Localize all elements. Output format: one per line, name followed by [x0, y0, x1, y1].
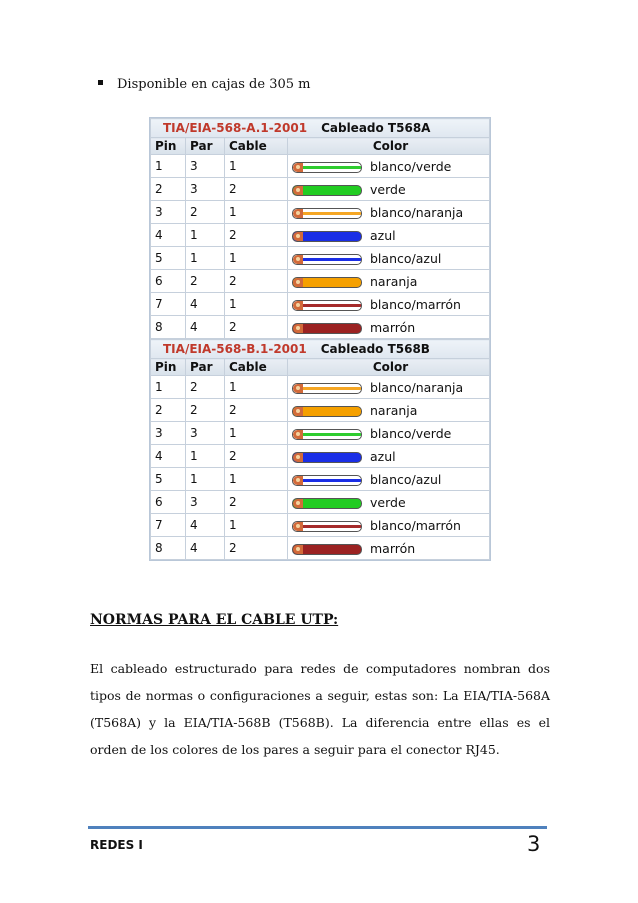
cell-par: 3: [186, 491, 225, 514]
cell-par: 4: [186, 316, 225, 339]
wire-icon: [292, 162, 362, 173]
cell-color: [288, 293, 490, 316]
table-row: [151, 155, 490, 178]
cell-par: 4: [186, 514, 225, 537]
wire-icon: [292, 429, 362, 440]
cell-par: 1: [186, 224, 225, 247]
cell-color: [288, 537, 490, 560]
cell-cable: 1: [225, 468, 288, 491]
table-row: [151, 293, 490, 316]
cell-cable: 2: [225, 224, 288, 247]
cell-color: [288, 445, 490, 468]
cell-cable: 2: [225, 270, 288, 293]
cell-color: [288, 514, 490, 537]
column-header-color: Color: [288, 359, 490, 376]
cell-color: [288, 270, 490, 293]
cell-pin: 8: [151, 316, 186, 339]
column-header-par: Par: [186, 359, 225, 376]
color-name: marrón: [370, 541, 416, 556]
table-row: [151, 399, 490, 422]
page-number: 3: [527, 832, 541, 856]
table-row: [151, 422, 490, 445]
table-row: [151, 224, 490, 247]
cell-pin: 1: [151, 155, 186, 178]
cell-par: 2: [186, 270, 225, 293]
cell-color: [288, 224, 490, 247]
color-name: blanco/azul: [370, 472, 442, 487]
column-header-color: Color: [288, 138, 490, 155]
wire-icon: [292, 452, 362, 463]
cell-pin: 6: [151, 491, 186, 514]
cell-pin: 4: [151, 224, 186, 247]
cell-color: [288, 316, 490, 339]
cell-cable: 1: [225, 376, 288, 399]
cell-pin: 2: [151, 399, 186, 422]
cell-color: [288, 422, 490, 445]
cell-color: [288, 468, 490, 491]
table-row: [151, 445, 490, 468]
wire-icon: [292, 406, 362, 417]
column-header-par: Par: [186, 138, 225, 155]
wire-icon: [292, 185, 362, 196]
cell-cable: 1: [225, 201, 288, 224]
color-name: blanco/naranja: [370, 205, 464, 220]
cell-pin: 8: [151, 537, 186, 560]
cell-par: 2: [186, 201, 225, 224]
cell-par: 4: [186, 293, 225, 316]
footer-title: REDES I: [90, 838, 143, 852]
table-row: [151, 316, 490, 339]
wire-icon: [292, 231, 362, 242]
cell-cable: 2: [225, 399, 288, 422]
column-header-cable: Cable: [225, 138, 288, 155]
cell-pin: 5: [151, 247, 186, 270]
table-row: [151, 376, 490, 399]
cell-pin: 1: [151, 376, 186, 399]
cell-cable: 1: [225, 155, 288, 178]
cell-color: [288, 201, 490, 224]
wire-icon: [292, 208, 362, 219]
color-name: blanco/verde: [370, 159, 452, 174]
bullet-square-icon: [98, 80, 103, 85]
cell-pin: 7: [151, 293, 186, 316]
cell-color: [288, 376, 490, 399]
table-row: [151, 537, 490, 560]
cell-par: 3: [186, 155, 225, 178]
cell-par: 4: [186, 537, 225, 560]
footer-divider: [88, 826, 547, 829]
standard-name: TIA/EIA-568-B.1-2001: [163, 342, 307, 356]
color-name: blanco/marrón: [370, 518, 461, 533]
color-name: naranja: [370, 274, 418, 289]
cell-pin: 4: [151, 445, 186, 468]
cell-par: 1: [186, 247, 225, 270]
cell-par: 3: [186, 178, 225, 201]
wire-icon: [292, 475, 362, 486]
table-row: [151, 247, 490, 270]
bullet-item: [98, 77, 310, 92]
color-name: azul: [370, 228, 396, 243]
cell-color: [288, 491, 490, 514]
color-name: blanco/azul: [370, 251, 442, 266]
cell-color: [288, 247, 490, 270]
table-row: [151, 514, 490, 537]
column-header-pin: Pin: [151, 359, 186, 376]
wire-icon: [292, 254, 362, 265]
cell-par: 1: [186, 445, 225, 468]
standard-label: Cableado T568B: [320, 342, 430, 356]
cell-par: 2: [186, 376, 225, 399]
cell-cable: 1: [225, 293, 288, 316]
column-header-pin: Pin: [151, 138, 186, 155]
cell-cable: 2: [225, 178, 288, 201]
column-header-row: [151, 138, 490, 155]
table-row: [151, 178, 490, 201]
table-row: [151, 468, 490, 491]
standard-label: Cableado T568A: [321, 121, 431, 135]
cell-pin: 2: [151, 178, 186, 201]
color-name: naranja: [370, 403, 418, 418]
cell-par: 3: [186, 422, 225, 445]
color-name: azul: [370, 449, 396, 464]
cell-color: [288, 399, 490, 422]
cell-par: 2: [186, 399, 225, 422]
cell-par: 1: [186, 468, 225, 491]
utp-wiring-table: [149, 117, 491, 561]
cell-cable: 2: [225, 537, 288, 560]
standard-table: [150, 118, 490, 339]
color-name: marrón: [370, 320, 416, 335]
cell-cable: 1: [225, 514, 288, 537]
cell-cable: 2: [225, 445, 288, 468]
wire-icon: [292, 277, 362, 288]
cell-pin: 3: [151, 201, 186, 224]
cell-cable: 2: [225, 491, 288, 514]
column-header-cable: Cable: [225, 359, 288, 376]
standard-name: TIA/EIA-568-A.1-2001: [163, 121, 308, 135]
wire-icon: [292, 323, 362, 334]
section-heading: NORMAS PARA EL CABLE UTP:: [90, 612, 339, 628]
cell-cable: 1: [225, 247, 288, 270]
table-row: [151, 201, 490, 224]
wire-icon: [292, 300, 362, 311]
cell-pin: 7: [151, 514, 186, 537]
standard-title-row: [151, 119, 490, 138]
column-header-row: [151, 359, 490, 376]
color-name: blanco/naranja: [370, 380, 464, 395]
wire-icon: [292, 521, 362, 532]
table-row: [151, 491, 490, 514]
table-row: [151, 270, 490, 293]
cell-pin: 3: [151, 422, 186, 445]
color-name: blanco/verde: [370, 426, 452, 441]
section-paragraph: El cableado estructurado para redes de computadores nombran dos tipos de normas o configuraciones a seguir, estas son: La EIA/TIA-568A (T568A) y la EIA/TIA-568B (T568B). La diferencia entre ellas es el orden de los colores de los pares a seguir para el conector RJ45.: [90, 661, 550, 757]
standard-table: [150, 339, 490, 560]
standard-title-row: [151, 340, 490, 359]
bullet-text: Disponible en cajas de 305 m: [117, 77, 311, 92]
color-name: verde: [370, 495, 406, 510]
wire-icon: [292, 544, 362, 555]
color-name: blanco/marrón: [370, 297, 461, 312]
cell-cable: 2: [225, 316, 288, 339]
cell-pin: 6: [151, 270, 186, 293]
wire-icon: [292, 498, 362, 509]
cell-cable: 1: [225, 422, 288, 445]
cell-color: [288, 178, 490, 201]
color-name: verde: [370, 182, 406, 197]
cell-color: [288, 155, 490, 178]
wire-icon: [292, 383, 362, 394]
cell-pin: 5: [151, 468, 186, 491]
